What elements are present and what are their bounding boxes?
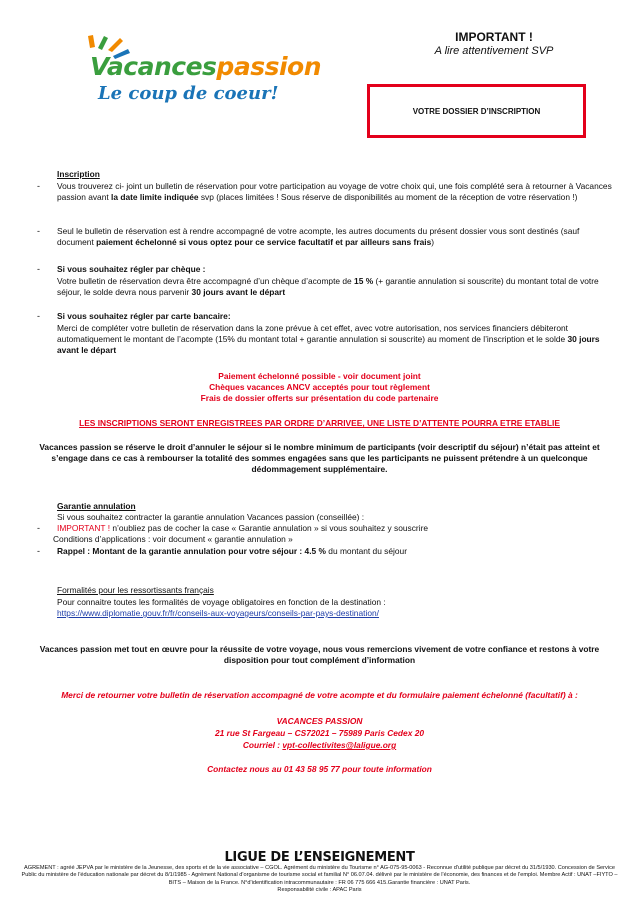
vacances-passion-logo <box>84 34 324 114</box>
formalites-line-1: Pour connaitre toutes les formalités de voyage obligatoires en fonction de la destination : <box>57 597 386 607</box>
logo-name <box>90 52 321 81</box>
cheque-title: Si vous souhaitez régler par chèque : <box>57 264 206 274</box>
bullet: - <box>37 523 40 533</box>
inscription-heading: Inscription <box>57 169 100 179</box>
bullet: - <box>37 311 40 321</box>
garantie-heading: Garantie annulation <box>57 501 136 511</box>
logo-name-part1: Vacances <box>90 52 217 81</box>
important-heading: IMPORTANT ! <box>455 30 533 44</box>
inscriptions-order-note: LES INSCRIPTIONS SERONT ENREGISTREES PAR ORDRE D’ARRIVEE, UNE LISTE D’ATTENTE POURRA ETRE ETABLIE <box>79 418 560 428</box>
logo-tagline: Le coup de coeur! <box>98 83 279 104</box>
contact-phone: Contactez nous au 01 43 58 95 77 pour toute information <box>207 764 432 774</box>
bullet: - <box>37 226 40 236</box>
formalites-heading: Formalités pour les ressortissants français <box>57 585 214 595</box>
carte-title: Si vous souhaitez régler par carte bancaire: <box>57 311 231 321</box>
garantie-line-2: IMPORTANT ! n’oubliez pas de cocher la case « Garantie annulation » si vous souhaitez y souscrire <box>57 523 429 533</box>
cheque-paragraph: Votre bulletin de réservation devra être accompagné d’un chèque d’acompte de 15 % (+ garantie annulation si souscrite) du montant total de votre séjour, le solde devra nous parvenir 30 jours avant le départ <box>57 276 599 298</box>
logo-name-part2: passion <box>216 52 321 81</box>
garantie-rappel: Rappel : Montant de la garantie annulation pour votre séjour : 4.5 % du montant du séjour <box>57 546 407 556</box>
email-link[interactable]: vpt-collectivites@laligue.org <box>282 740 397 750</box>
footer-title: LIGUE DE L’ENSEIGNEMENT <box>224 850 415 865</box>
address-email-line: Courriel : vpt-collectivites@laligue.org <box>242 740 397 750</box>
garantie-line-1: Si vous souhaitez contracter la garantie annulation Vacances passion (conseillée) : <box>57 512 365 522</box>
footer-legal <box>18 865 621 895</box>
address-name: VACANCES PASSION <box>276 716 363 726</box>
cancellation-rights: Vacances passion se réserve le droit d’annuler le séjour si le nombre minimum de participants (voir descriptif du séjour) n’était pas atteint et s’engage dans ce cas à rembourser la totalité des sommes engagées sans que les participants ne puissent prétendre à un quelconque dédommagement supplémentaire. <box>39 442 600 475</box>
bullet: - <box>37 264 40 274</box>
dossier-inscription-label: VOTRE DOSSIER D’INSCRIPTION <box>412 107 541 116</box>
footer-legal-line-1: AGREMENT : agréé JEPVA par le ministère de la Jeunesse, des sports et de la vie associative – CGOL. Agrément du ministère du Tourisme n° AG-075-95-0063 - Reconnue d'utilité publique par décret du 31/5/1930. Concession de Service Public du ministère de l'éducation nationale par décret du 8/1/1985 - Agrément National d'organisme de tourisme social et familial N° 06.07.04. délivré par le ministère de l'économie, des finances et de l'emploi. Membre Actif : UNAT –FIYTO – BITS – Maison de la France. N°d'identification intracommunautaire : FR 06 775 666 415.Garantie financière : UNAT Paris. <box>21 865 618 886</box>
payment-note-installments: Paiement échelonné possible - voir document joint <box>218 371 421 381</box>
bullet: - <box>37 181 40 191</box>
diplomatie-link[interactable]: https://www.diplomatie.gouv.fr/fr/conseils-aux-voyageurs/conseils-par-pays-destination/ <box>57 608 379 618</box>
read-carefully-note: A lire attentivement SVP <box>434 45 554 57</box>
carte-paragraph: Merci de compléter votre bulletin de réservation dans la zone prévue à cet effet, avec votre autorisation, nos services financiers débiteront automatiquement le montant de l’acompte (15% du montant total + garantie annulation si souscrite) au moment de l’inscription et le solde 30 jours avant le départ <box>57 323 600 356</box>
address-street: 21 rue St Fargeau – CS72021 – 75989 Paris Cedex 20 <box>214 728 425 738</box>
thanks-paragraph: Vacances passion met tout en œuvre pour la réussite de votre voyage, nous vous remercions vivement de votre confiance et restons à votre disposition pour tout complément d’information <box>39 644 600 666</box>
inscription-paragraph-2: Seul le bulletin de réservation est à rendre accompagné de votre acompte, les autres documents du présent dossier vous sont destinés (sauf document paiement échelonné si vous optez pour ce service facultatif et par ailleurs sans frais) <box>57 226 580 248</box>
inscription-paragraph-1: Vous trouverez ci- joint un bulletin de réservation pour votre participation au voyage de votre choix qui, une fois complété sera à retourner à Vacances passion avant la date limite indiquée svp (places limitées ! Sous réserve de disponibilités au moment de la réception de votre réservation !) <box>57 181 612 203</box>
payment-note-ancv: Chèques vacances ANCV acceptés pour tout règlement <box>209 382 430 392</box>
payment-note-fees: Frais de dossier offerts sur présentation du code partenaire <box>200 393 439 403</box>
dossier-inscription-box <box>367 84 586 138</box>
garantie-line-3: Conditions d’applications : voir document « garantie annulation » <box>53 534 293 544</box>
footer-legal-line-2: Responsabilité civile : APAC Paris <box>277 887 362 894</box>
return-note: Merci de retourner votre bulletin de réservation accompagné de votre acompte et du formulaire paiement échelonné (facultatif) à : <box>61 690 578 700</box>
bullet: - <box>37 546 40 556</box>
